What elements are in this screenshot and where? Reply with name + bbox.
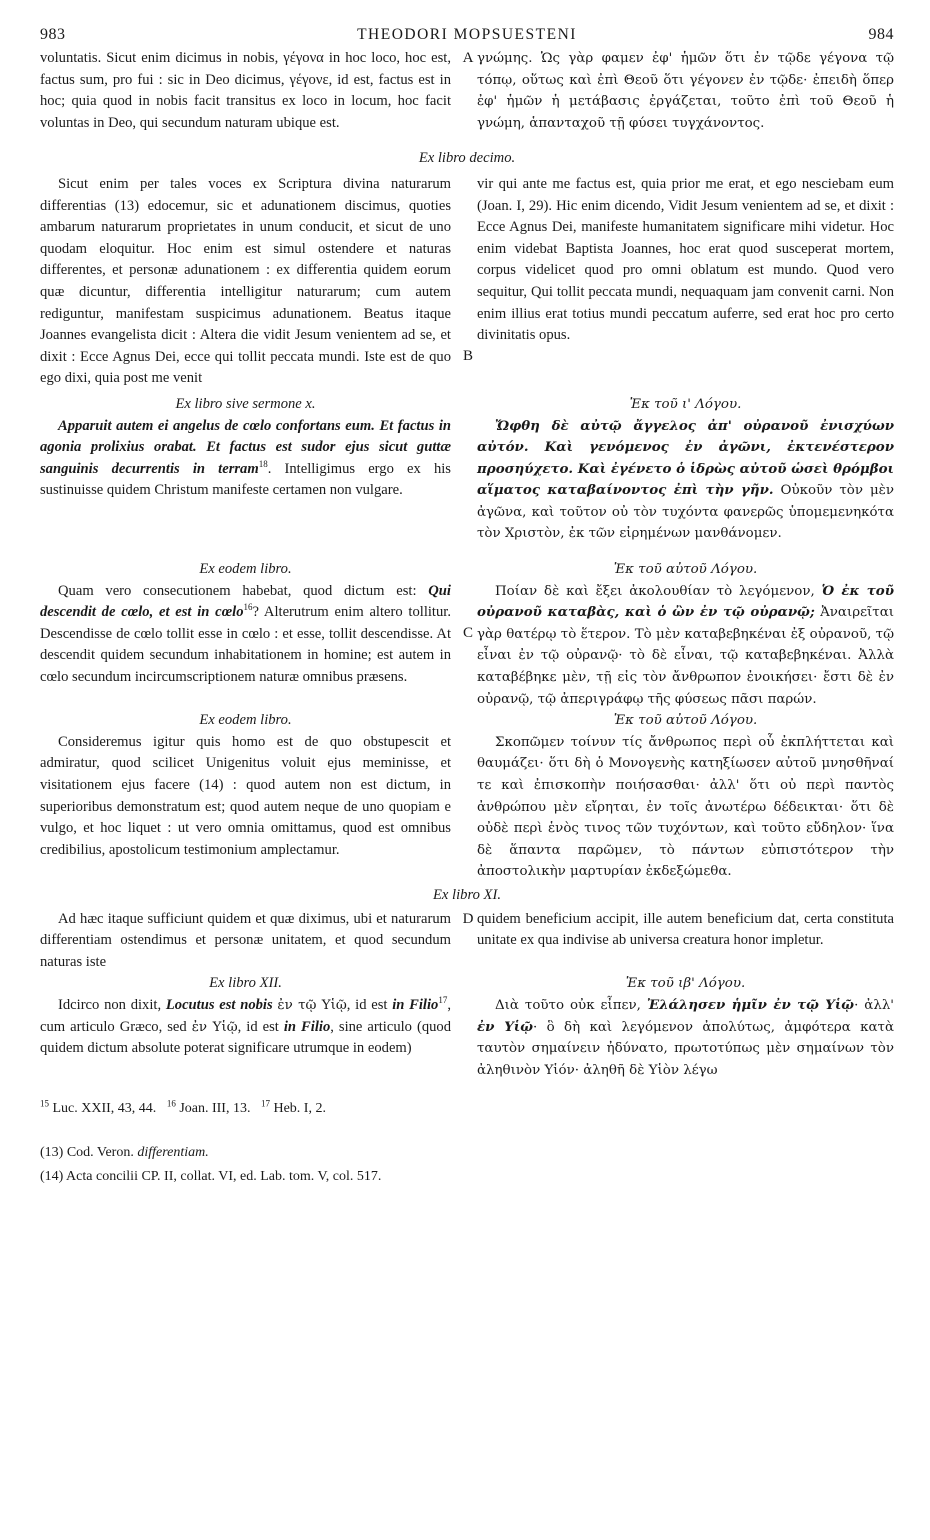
section-marker-b: B	[462, 347, 473, 364]
heading-ex-libro-decimo: Ex libro decimo.	[418, 150, 516, 167]
footnote-13-reading: differentiam.	[137, 1145, 209, 1161]
scripture-note-17-text: Heb. I, 2.	[273, 1101, 326, 1117]
right-page-number: 984	[868, 26, 894, 43]
section-duodecimo	[40, 973, 894, 1081]
duodecimo-latin-e: , sine articulo (quod quidem dictum absolute poterat significare utrumque in eodem)	[40, 1018, 452, 1057]
scripture-note-15-num: 15	[40, 1098, 49, 1109]
duodecimo-latin-a: Idcirco non dixit,	[58, 996, 162, 1013]
scripture-note-15-text: Luc. XXII, 43, 44.	[52, 1101, 157, 1117]
scripture-notes-line	[40, 1099, 894, 1119]
footnote-14: (14) Acta concilii CP. II, collat. VI, ed. Lab. tom. V, col. 517.	[40, 1169, 382, 1185]
heading-ex-libro-xi: Ex libro XI.	[433, 886, 501, 903]
eodem2-latin-text: Consideremus igitur quis homo est de quo obstupescit et admiratur, quod scilicet Unigenitus voluit ejus meminisse, et visitationem ejus facere (14) : quod autem non est dictum, in superioribus demonstratum est; quod autem neque de uno quopiam e vulgo, et hoc liquet : ut vero omnia omittamus, quod est omnibus credibilius, apostolicum testimonium amplectamur.	[40, 733, 451, 858]
heading-greek-autou-logou-1: Ἐκ τοῦ αὐτοῦ Λόγου.	[613, 562, 758, 578]
heading-greek-autou-logou-2: Ἐκ τοῦ αὐτοῦ Λόγου.	[613, 713, 758, 729]
heading-ex-libro-xii: Ex libro XII.	[209, 975, 282, 992]
section-marker-c: C	[462, 625, 473, 642]
eodem1-greek-b: Ἀναιρεῖται γὰρ θατέρῳ τὸ ἕτερον. Τὸ μὲν καταβεβηκέναι ἐξ οὐρανοῦ, τῷ εἶναι ἐν τῷ οὐρανῷ· τὸ δὲ εἶναι, τῷ καταβεβηκέναι. Ἀλλὰ καταβέβηκε μὲν, τῇ εἰς τὸν ἄνθρωπον ἐνοικήσει· ἔστι δὲ ἐν οὐρανῷ, τῷ ἀπεριγράφῳ τῆς φύσεως πᾶσι παρών.	[477, 605, 894, 707]
eodem1-latin-a: Quam vero consecutionem habebat, quod dictum est:	[58, 582, 417, 599]
duodecimo-latin-c: , cum articulo Græco, sed	[40, 996, 451, 1035]
duodecimo-greek-c: · ὃ δὴ καὶ λεγόμενον ἀπολύτως, ἀμφότερα κατὰ ταυτὸν σημαίνειν ἠδύνατο, πρωτοτύπως μὲν σημαίνων τὸν ἀληθινὸν Υἱόν· ἀληθῆ δὲ Υἱὸν λέγω	[477, 1019, 894, 1078]
footnote-13	[40, 1143, 894, 1163]
duodecimo-greek-quote: Ἐλάλησεν ἡμῖν ἐν τῷ Υἱῷ	[646, 996, 855, 1013]
undecimo-right-text: quidem beneficium accipit, ille autem beneficium dat, certa constituta unitate ex qua indivise ab universa creatura honor impletur.	[477, 910, 894, 949]
section-eodem-2	[40, 710, 894, 883]
duodecimo-latin-greek-1: ἐν τῷ Υἱῷ	[277, 997, 347, 1013]
sermone-greek-quote: Ὤφθη δὲ αὐτῷ ἄγγελος ἀπ' οὐρανοῦ ἐνισχύων αὐτόν. Καὶ γενόμενος ἐν ἀγῶνι, ἐκτενέστερον προσηύχετο. Καὶ ἐγένετο ὁ ἱδρὼς αὐτοῦ ὡσεὶ θρόμβοι αἵματος καταβαίνοντος ἐπὶ τὴν γῆν.	[477, 417, 894, 499]
section-undecimo	[40, 909, 894, 974]
eodem1-greek-quote: Ὁ ἐκ τοῦ οὐρανοῦ καταβὰς, καὶ ὁ ὢν ἐν τῷ οὐρανῷ;	[477, 582, 894, 621]
duodecimo-latin-filio-1: in Filio	[392, 996, 439, 1013]
sermone-latin-rest: . Intelligimus ergo ex his sustinuisse quidem Christum manifeste certamen non vulgare.	[40, 460, 451, 499]
scripture-ref-17: 17	[438, 995, 448, 1006]
intro-greek-text: γνώμης. Ὡς γὰρ φαμεν ἐφ' ἡμῶν ὅτι ἐν τῷδε γέγονα τῷ τόπῳ, οὕτως καὶ ἐπὶ Θεοῦ ὅτι γέγονεν ἐν τῷδε· ἐπειδὴ ὅπερ ἐφ' ἡμῶν ἡ μετάβασις ἐργάζεται, τοῦτο ἐπὶ τοῦ Θεοῦ ἡ γνώμη, ἁπανταχοῦ τῇ φύσει τυγχάνοντος.	[477, 51, 894, 131]
left-page-number: 983	[40, 26, 66, 43]
footnote-13-source: (13) Cod. Veron.	[40, 1145, 134, 1161]
scripture-ref-15: 18	[258, 458, 268, 469]
running-title: THEODORI MOPSUESTENI	[357, 26, 577, 43]
section-intro	[40, 48, 894, 134]
heading-ex-eodem-libro-2: Ex eodem libro.	[199, 712, 292, 729]
section-decimo	[40, 174, 894, 390]
duodecimo-greek-b: · ἀλλ'	[854, 997, 894, 1013]
eodem1-greek-a: Ποίαν δὲ καὶ ἔξει ἀκολουθίαν τὸ λεγόμενον,	[495, 583, 815, 599]
duodecimo-latin-b: , id est	[346, 996, 388, 1013]
section-sermone-x	[40, 394, 894, 545]
scripture-note-16-text: Joan. III, 13.	[179, 1101, 251, 1117]
duodecimo-greek-quote-2: ἐν Υἱῷ	[477, 1018, 533, 1035]
scripture-note-17-num: 17	[260, 1098, 270, 1109]
decimo-right-text: vir qui ante me factus est, quia prior me erat, et ego nesciebam eum (Joan. I, 29). Hic enim dicendo, Vidit Jesum venientem ad se, et dixit : Ecce Agnus Dei, manifeste humanitatem significare mihi videtur. Hoc enim videbat Baptista Joannes, hoc erat quod susceperat mortem, corpus videlicet quod pro omni oblatum est mundo. Quod vero sequitur, Qui tollit peccata mundi, nequaquam jam convenit carni. Non enim illius erat totius mundi peccatum auferre, sed erat hoc pro certo divinitatis opus.	[477, 175, 894, 344]
undecimo-latin-text: Ad hæc itaque sufficiunt quidem et quæ diximus, ubi et naturarum differentiam ostendimus et personæ unitatem, et quod secundum naturas iste	[40, 910, 451, 970]
section-eodem-1	[40, 559, 894, 710]
section-marker-a: A	[462, 50, 474, 66]
eodem2-greek-text: Σκοπῶμεν τοίνυν τίς ἄνθρωπος περὶ οὗ ἐκπλήττεται καὶ θαυμάζει· ὅτι δὴ ὁ Μονογενὴς κατηξίωσεν αὐτοῦ μνησθῆναί τε καὶ ἐπισκοπὴν ποιήσασθαι· ἀλλ' ὅτι οὐ περὶ παντὸς ἀνθρώπου μὲν εἴρηται, ἐν τοῖς ἀνωτέρω δέδεικται· ὅτι δὲ οὐδὲ περὶ ἑνὸς τινος τῶν τυχόντων, καὶ τοῦτο εὔδηλον· ἵνα δὲ ἅπαντα παρῶμεν, τὸ πάντων εὐπιστότερον τὴν ἀποστολικὴν μαρτυρίαν ἐκδεξώμεθα.	[477, 734, 894, 880]
heading-ex-libro-sive-sermone: Ex libro sive sermone x.	[175, 395, 316, 412]
scripture-ref-16: 16	[243, 602, 253, 613]
heading-greek-logos-12: Ἐκ τοῦ ιβ' Λόγου.	[625, 976, 746, 992]
decimo-latin-text: Sicut enim per tales voces ex Scriptura divina naturarum differentias (13) edocemur, sic et adunationem discimus, quoties ambarum naturarum proprietates in unum conducit, et sicut de uno quodam eloquitur. Hoc enim est simul ostendere et naturas differentes, et personæ adunationem : ex differentia quidem eorum quæ dicuntur, differentia intelligitur naturarum; cum autem rediguntur, manifestam suspicimus adunationem. Beatus itaque Joannes evangelista dicit : Altera die vidit Jesum venientem ad se, et dixit : Ecce Agnus Dei, ecce qui tollit peccata mundi. Iste est de quo ego dixi, quia post me venit	[40, 175, 451, 387]
duodecimo-latin-d: , id est	[237, 1018, 279, 1035]
duodecimo-greek-a: Διὰ τοῦτο οὐκ εἶπεν,	[495, 997, 641, 1013]
section-marker-d: D	[462, 910, 474, 927]
scripture-note-16-num: 16	[166, 1098, 176, 1109]
heading-ex-eodem-libro-1: Ex eodem libro.	[199, 561, 292, 578]
notes-area	[40, 1099, 894, 1187]
sermone-greek-rest: Οὐκοῦν τὸν μὲν ἀγῶνα, καὶ τοῦτον οὐ τὸν τυχόντα φανερῶς ὑπομεμενηκότα τὸν Χριστὸν, ἐκ τῶν εἰρημένων μανθάνομεν.	[477, 483, 894, 542]
duodecimo-latin-filio-2: in Filio	[283, 1018, 331, 1035]
sermone-latin-quote: Apparuit autem ei angelus de cœlo confortans eum. Et factus in agonia prolixius orabat. Et factus est sudor ejus sicut guttæ sanguinis decurrentis in terram	[40, 417, 451, 477]
eodem1-latin-quote: Qui descendit de cœlo, et est in cœlo	[40, 582, 451, 621]
duodecimo-latin-quote: Locutus est nobis	[165, 996, 273, 1013]
eodem1-latin-b: ? Alterutrum enim altero tollitur. Descendisse de cœlo tollit esse in cœlo : et esse, tollit descendisse. At descendit quidem secundum inhabitationem in homine; est autem in cœlo secundum incircumscriptionem naturæ omnibus præsens.	[40, 604, 451, 686]
intro-latin-text: voluntatis. Sicut enim dicimus in nobis, γέγονα in hoc loco, hoc est, factus sum, pro fui : sic in Deo dicimus, γέγονε, id est, factus est in hoc; quia quod in nobis facit transitus ex loco in locum, hoc facit voluntas in Deo, qui secundum naturam ubique est.	[40, 50, 451, 131]
heading-greek-logos-10: Ἐκ τοῦ ι' Λόγου.	[629, 396, 742, 412]
page-header	[40, 24, 894, 46]
duodecimo-latin-greek-2: ἐν Υἱῷ	[191, 1019, 238, 1035]
